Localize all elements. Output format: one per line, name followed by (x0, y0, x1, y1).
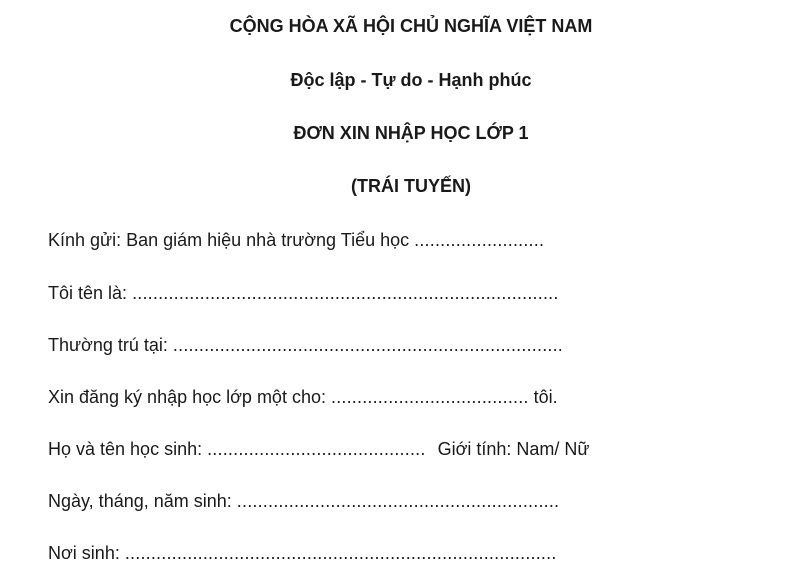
residence-line (48, 334, 563, 356)
dob-line (48, 490, 559, 512)
name-blank: .................................................................................. (132, 283, 559, 303)
form-subtitle: (TRÁI TUYẾN) (351, 176, 471, 196)
dob-label: Ngày, tháng, năm sinh: (48, 491, 232, 511)
recipient-line (48, 229, 544, 251)
birthplace-line (48, 542, 557, 564)
student-name-label: Họ và tên học sinh: (48, 439, 203, 459)
residence-blank: ........................................................................... (172, 335, 563, 355)
student-name-line (48, 438, 589, 460)
recipient-blank: ......................... (414, 230, 545, 250)
birthplace-blank: ................................................................................... (124, 543, 557, 563)
birthplace-label: Nơi sinh: (48, 543, 120, 563)
register-suffix: tôi. (533, 387, 558, 407)
dob-blank: .............................................................. (236, 491, 560, 511)
national-title: CỘNG HÒA XÃ HỘI CHỦ NGHĨA VIỆT NAM (229, 16, 593, 36)
form-title: ĐƠN XIN NHẬP HỌC LỚP 1 (293, 123, 529, 143)
register-blank: ...................................... (331, 387, 529, 407)
recipient-label: Kính gửi: Ban giám hiệu nhà trường Tiểu học (48, 230, 410, 250)
residence-label: Thường trú tại: (48, 335, 168, 355)
name-label: Tôi tên là: (48, 283, 128, 303)
register-line (48, 386, 558, 408)
register-label: Xin đăng ký nhập học lớp một cho: (48, 387, 326, 407)
name-line (48, 282, 559, 304)
student-name-blank: .......................................... (207, 439, 426, 459)
national-motto: Độc lập - Tự do - Hạnh phúc (290, 70, 532, 90)
gender-label: Giới tính: Nam/ Nữ (437, 439, 590, 459)
